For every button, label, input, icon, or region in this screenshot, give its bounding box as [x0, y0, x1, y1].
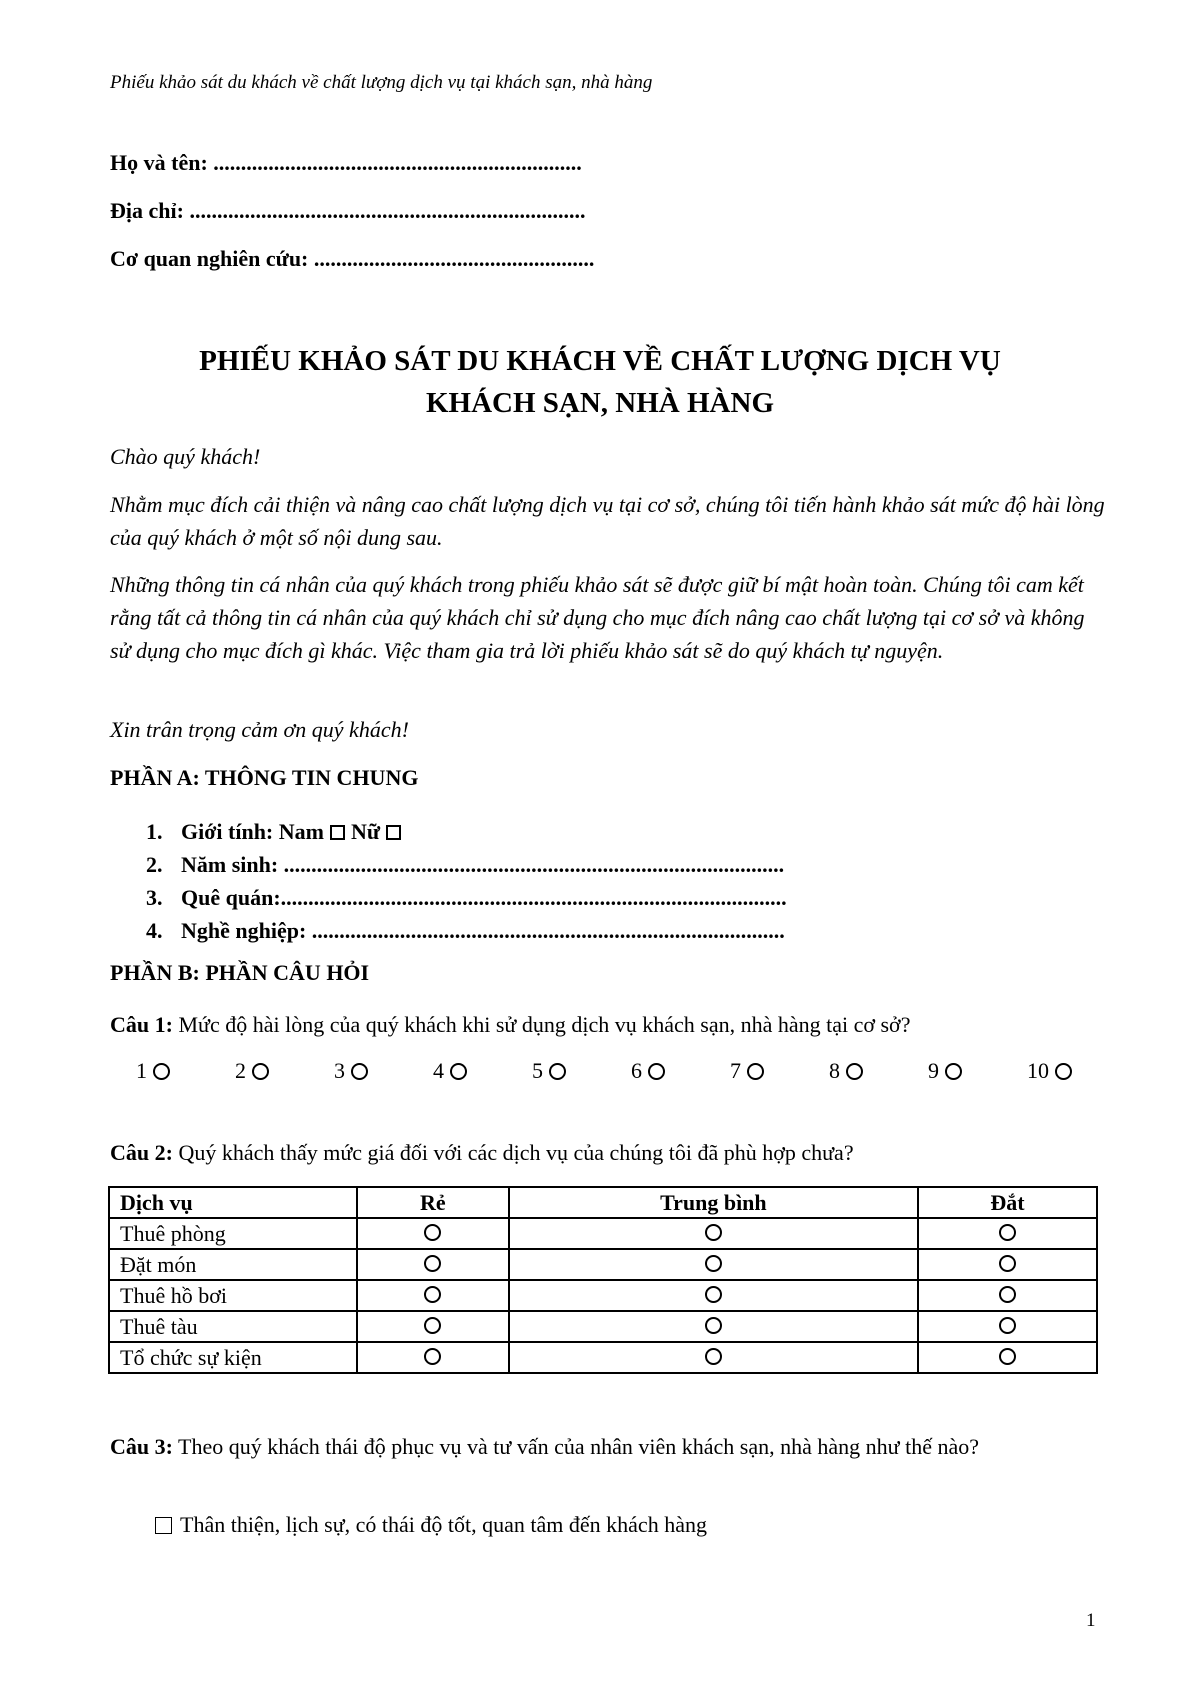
radio-circle[interactable]	[153, 1063, 170, 1080]
expensive-cell[interactable]	[918, 1280, 1097, 1311]
greeting: Chào quý khách!	[110, 444, 261, 469]
table-row	[109, 1218, 1097, 1249]
scale-option[interactable]	[209, 1058, 284, 1084]
expensive-cell[interactable]	[918, 1311, 1097, 1342]
cheap-cell[interactable]	[357, 1342, 509, 1373]
female-checkbox[interactable]	[386, 825, 401, 840]
radio-circle[interactable]	[549, 1063, 566, 1080]
column-header: Trung bình	[509, 1187, 918, 1218]
question-2	[110, 1136, 1110, 1169]
occupation-field[interactable]: Nghề nghiệp: ......................................................................................	[181, 918, 785, 943]
checkbox[interactable]	[155, 1517, 172, 1534]
question-3-text: Theo quý khách thái độ phục vụ và tư vấn của nhân viên khách sạn, nhà hàng như thế nào?	[172, 1434, 979, 1459]
radio-circle[interactable]	[999, 1255, 1016, 1272]
average-cell[interactable]	[509, 1280, 918, 1311]
scale-option[interactable]	[110, 1058, 185, 1084]
scale-option[interactable]	[407, 1058, 482, 1084]
question-2-label: Câu 2:	[110, 1140, 173, 1165]
scale-option[interactable]	[704, 1058, 779, 1084]
table-row	[109, 1280, 1097, 1311]
radio-circle[interactable]	[705, 1255, 722, 1272]
service-name: Tổ chức sự kiện	[109, 1342, 357, 1373]
expensive-cell[interactable]	[918, 1342, 1097, 1373]
table-row	[109, 1311, 1097, 1342]
question-1-label: Câu 1:	[110, 1012, 173, 1037]
title-line-1: PHIẾU KHẢO SÁT DU KHÁCH VỀ CHẤT LƯỢNG DỊCH VỤ	[199, 345, 1001, 377]
attitude-option-1[interactable]	[155, 1512, 707, 1538]
question-3-label: Câu 3:	[110, 1434, 173, 1459]
service-name: Thuê phòng	[109, 1218, 357, 1249]
scale-number: 7	[730, 1058, 741, 1083]
radio-circle[interactable]	[999, 1317, 1016, 1334]
question-1	[110, 1008, 1110, 1041]
cheap-cell[interactable]	[357, 1218, 509, 1249]
intro-paragraph-2: Những thông tin cá nhân của quý khách trong phiếu khảo sát sẽ được giữ bí mật hoàn toàn. Chúng tôi cam kết rằng tất cả thông tin cá nhân của quý khách chỉ sử dụng cho mục đích nâng cao chất lượng tại cơ sở và không sử dụng cho mục đích gì khác. Việc tham gia trả lời phiếu khảo sát sẽ do quý khách tự nguyện.	[110, 572, 1085, 663]
running-header: Phiếu khảo sát du khách về chất lượng dịch vụ tại khách sạn, nhà hàng	[110, 72, 653, 93]
scale-option[interactable]	[902, 1058, 977, 1084]
satisfaction-scale	[110, 1058, 1100, 1084]
radio-circle[interactable]	[351, 1063, 368, 1080]
list-item-occupation[interactable]	[146, 914, 787, 947]
item-number: 2.	[146, 852, 163, 877]
intro-paragraph-1: Nhằm mục đích cải thiện và nâng cao chất lượng dịch vụ tại cơ sở, chúng tôi tiến hành khảo sát mức độ hài lòng của quý khách ở một số nội dung sau.	[110, 492, 1105, 550]
radio-circle[interactable]	[705, 1348, 722, 1365]
organization-field[interactable]: Cơ quan nghiên cứu: ...................................................	[110, 246, 595, 271]
radio-circle[interactable]	[999, 1224, 1016, 1241]
item-number: 3.	[146, 885, 163, 910]
radio-circle[interactable]	[424, 1286, 441, 1303]
radio-circle[interactable]	[450, 1063, 467, 1080]
scale-number: 5	[532, 1058, 543, 1083]
expensive-cell[interactable]	[918, 1218, 1097, 1249]
radio-circle[interactable]	[747, 1063, 764, 1080]
thanks-line: Xin trân trọng cảm ơn quý khách!	[110, 717, 409, 742]
scale-option[interactable]	[1001, 1058, 1076, 1084]
question-2-text: Quý khách thấy mức giá đối với các dịch vụ của chúng tôi đã phù hợp chưa?	[172, 1140, 854, 1165]
radio-circle[interactable]	[999, 1348, 1016, 1365]
scale-option[interactable]	[803, 1058, 878, 1084]
scale-option[interactable]	[605, 1058, 680, 1084]
scale-option[interactable]	[308, 1058, 383, 1084]
service-name: Thuê tàu	[109, 1311, 357, 1342]
female-label: Nữ	[350, 819, 381, 844]
radio-circle[interactable]	[945, 1063, 962, 1080]
scale-number: 9	[928, 1058, 939, 1083]
average-cell[interactable]	[509, 1311, 918, 1342]
column-header: Rẻ	[357, 1187, 509, 1218]
radio-circle[interactable]	[424, 1317, 441, 1334]
radio-circle[interactable]	[424, 1255, 441, 1272]
average-cell[interactable]	[509, 1342, 918, 1373]
scale-number: 10	[1027, 1058, 1049, 1083]
part-b-title: PHẦN B: PHẦN CÂU HỎI	[110, 960, 370, 985]
radio-circle[interactable]	[648, 1063, 665, 1080]
scale-number: 6	[631, 1058, 642, 1083]
page-number: 1	[1086, 1610, 1096, 1631]
cheap-cell[interactable]	[357, 1280, 509, 1311]
scale-number: 1	[136, 1058, 147, 1083]
scale-option[interactable]	[506, 1058, 581, 1084]
cheap-cell[interactable]	[357, 1311, 509, 1342]
option-label: Thân thiện, lịch sự, có thái độ tốt, quan tâm đến khách hàng	[180, 1512, 707, 1537]
birth-year-field[interactable]: Năm sinh: ...........................................................................................	[181, 852, 785, 877]
item-number: 1.	[146, 819, 163, 844]
radio-circle[interactable]	[846, 1063, 863, 1080]
average-cell[interactable]	[509, 1249, 918, 1280]
cheap-cell[interactable]	[357, 1249, 509, 1280]
column-header: Đắt	[918, 1187, 1097, 1218]
gender-label: Giới tính: Nam	[181, 819, 324, 844]
title-line-2: KHÁCH SẠN, NHÀ HÀNG	[425, 387, 774, 419]
scale-number: 8	[829, 1058, 840, 1083]
service-name: Đặt món	[109, 1249, 357, 1280]
list-item-gender	[146, 815, 787, 848]
service-name: Thuê hồ bơi	[109, 1280, 357, 1311]
column-header: Dịch vụ	[109, 1187, 357, 1218]
male-checkbox[interactable]	[330, 825, 345, 840]
item-number: 4.	[146, 918, 163, 943]
hometown-field[interactable]: Quê quán:............................................................................................	[181, 885, 787, 910]
list-item-birth-year[interactable]	[146, 848, 787, 881]
expensive-cell[interactable]	[918, 1249, 1097, 1280]
scale-number: 4	[433, 1058, 444, 1083]
scale-number: 3	[334, 1058, 345, 1083]
document-title	[60, 340, 1140, 424]
radio-circle[interactable]	[705, 1317, 722, 1334]
radio-circle[interactable]	[424, 1348, 441, 1365]
name-field[interactable]: Họ và tên: ...................................................................	[110, 150, 582, 175]
table-row	[109, 1342, 1097, 1373]
scale-number: 2	[235, 1058, 246, 1083]
list-item-hometown[interactable]	[146, 881, 787, 914]
radio-circle[interactable]	[252, 1063, 269, 1080]
price-table	[108, 1186, 1098, 1374]
address-field[interactable]: Địa chỉ: ........................................................................	[110, 198, 586, 223]
question-3	[110, 1430, 1110, 1463]
general-info-list	[146, 815, 787, 947]
radio-circle[interactable]	[1055, 1063, 1072, 1080]
average-cell[interactable]	[509, 1218, 918, 1249]
radio-circle[interactable]	[705, 1224, 722, 1241]
table-row	[109, 1249, 1097, 1280]
question-1-text: Mức độ hài lòng của quý khách khi sử dụng dịch vụ khách sạn, nhà hàng tại cơ sở?	[172, 1012, 911, 1037]
part-a-title: PHẦN A: THÔNG TIN CHUNG	[110, 765, 419, 790]
radio-circle[interactable]	[705, 1286, 722, 1303]
radio-circle[interactable]	[424, 1224, 441, 1241]
table-header-row	[109, 1187, 1097, 1218]
radio-circle[interactable]	[999, 1286, 1016, 1303]
